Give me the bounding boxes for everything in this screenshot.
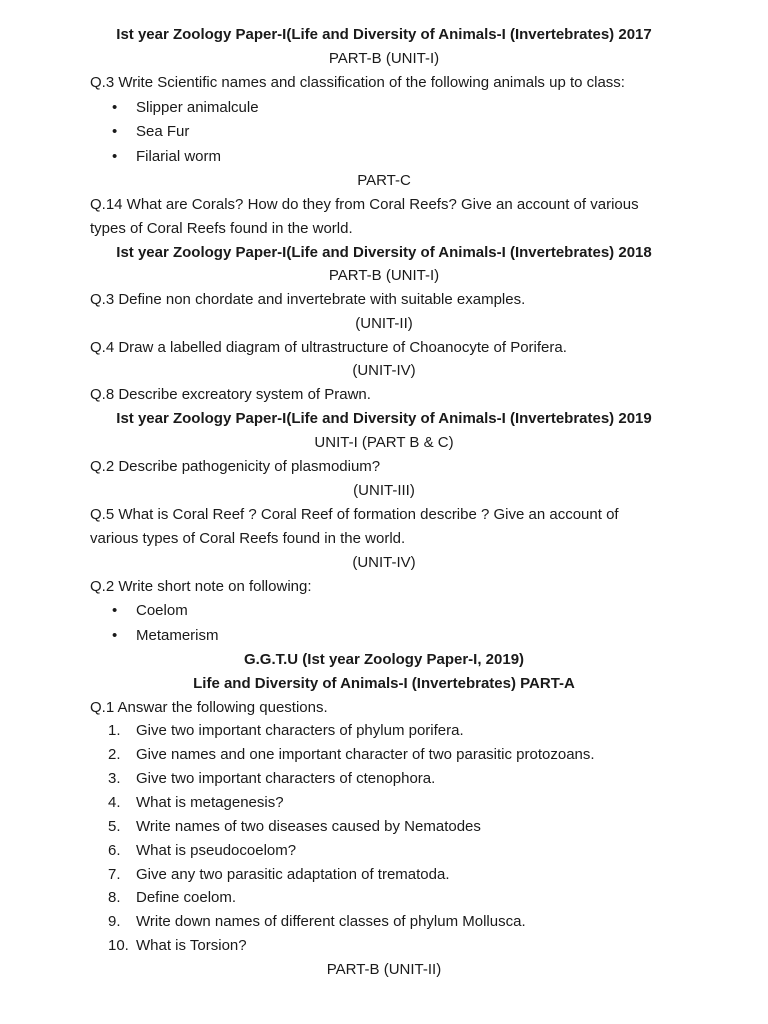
question-text: various types of Coral Reefs found in the world. bbox=[90, 530, 406, 547]
section-heading: (UNIT-IV) bbox=[352, 362, 416, 379]
bullet-text: Slipper animalcule bbox=[136, 99, 259, 116]
item-text: Write names of two diseases caused by Nematodes bbox=[136, 818, 481, 835]
question-text: Q.5 What is Coral Reef ? Coral Reef of formation describe ? Give an account of bbox=[90, 506, 619, 523]
item-number: 8. bbox=[108, 889, 121, 906]
item-text: Give two important characters of ctenophora. bbox=[136, 770, 436, 787]
bullet-icon: • bbox=[112, 123, 118, 140]
heading-ggtu: G.G.T.U (Ist year Zoology Paper-I, 2019) bbox=[243, 651, 525, 668]
item-text: Give any two parasitic adaptation of trematoda. bbox=[136, 866, 450, 883]
bullet-icon: • bbox=[112, 148, 118, 165]
item-text: Give names and one important character of two parasitic protozoans. bbox=[136, 746, 595, 763]
section-heading: (UNIT-II) bbox=[355, 315, 413, 332]
item-number: 5. bbox=[108, 818, 121, 835]
question-text: Q.8 Describe excreatory system of Prawn. bbox=[90, 386, 371, 403]
heading-2018: Ist year Zoology Paper-I(Life and Diversity of Animals-I (Invertebrates) 2018 bbox=[116, 244, 652, 261]
item-number: 4. bbox=[108, 794, 121, 811]
question-text: Q.14 What are Corals? How do they from Coral Reefs? Give an account of various bbox=[90, 196, 639, 213]
section-heading: (UNIT-IV) bbox=[352, 554, 416, 571]
bullet-icon: • bbox=[112, 99, 118, 116]
question-text: Q.2 Describe pathogenicity of plasmodium? bbox=[90, 458, 381, 475]
item-text: Give two important characters of phylum porifera. bbox=[136, 722, 464, 739]
question-text: types of Coral Reefs found in the world. bbox=[90, 220, 353, 237]
item-text: What is metagenesis? bbox=[136, 794, 284, 811]
section-heading: PART-B (UNIT-I) bbox=[328, 50, 440, 67]
item-text: Define coelom. bbox=[136, 889, 237, 906]
item-number: 10. bbox=[108, 937, 129, 954]
item-number: 1. bbox=[108, 722, 121, 739]
item-text: What is Torsion? bbox=[136, 937, 247, 954]
heading-2019: Ist year Zoology Paper-I(Life and Diversity of Animals-I (Invertebrates) 2019 bbox=[116, 410, 652, 427]
bullet-text: Filarial worm bbox=[136, 148, 222, 165]
bullet-text: Sea Fur bbox=[136, 123, 190, 140]
question-text: Q.1 Answar the following questions. bbox=[90, 699, 328, 716]
section-heading: UNIT-I (PART B & C) bbox=[314, 434, 454, 451]
heading-2017: Ist year Zoology Paper-I(Life and Diversity of Animals-I (Invertebrates) 2017 bbox=[116, 26, 652, 43]
item-text: What is pseudocoelom? bbox=[136, 842, 297, 859]
item-number: 7. bbox=[108, 866, 121, 883]
bullet-text: Coelom bbox=[136, 602, 188, 619]
section-heading: (UNIT-III) bbox=[353, 482, 415, 499]
question-text: Q.2 Write short note on following: bbox=[90, 578, 312, 595]
item-number: 9. bbox=[108, 913, 121, 930]
question-text: Q.4 Draw a labelled diagram of ultrastructure of Choanocyte of Porifera. bbox=[90, 339, 567, 356]
bullet-icon: • bbox=[112, 602, 118, 619]
section-heading: PART-B (UNIT-I) bbox=[328, 267, 440, 284]
bullet-text: Metamerism bbox=[136, 627, 219, 644]
heading-ggtu-subtitle: Life and Diversity of Animals-I (Invertebrates) PART-A bbox=[193, 675, 575, 692]
section-heading: PART-C bbox=[357, 172, 411, 189]
bullet-icon: • bbox=[112, 627, 118, 644]
item-number: 2. bbox=[108, 746, 121, 763]
question-text: Q.3 Write Scientific names and classification of the following animals up to class: bbox=[90, 74, 625, 91]
question-text: Q.3 Define non chordate and invertebrate with suitable examples. bbox=[90, 291, 526, 308]
item-text: Write down names of different classes of phylum Mollusca. bbox=[136, 913, 526, 930]
section-heading: PART-B (UNIT-II) bbox=[326, 961, 442, 978]
item-number: 3. bbox=[108, 770, 121, 787]
item-number: 6. bbox=[108, 842, 121, 859]
